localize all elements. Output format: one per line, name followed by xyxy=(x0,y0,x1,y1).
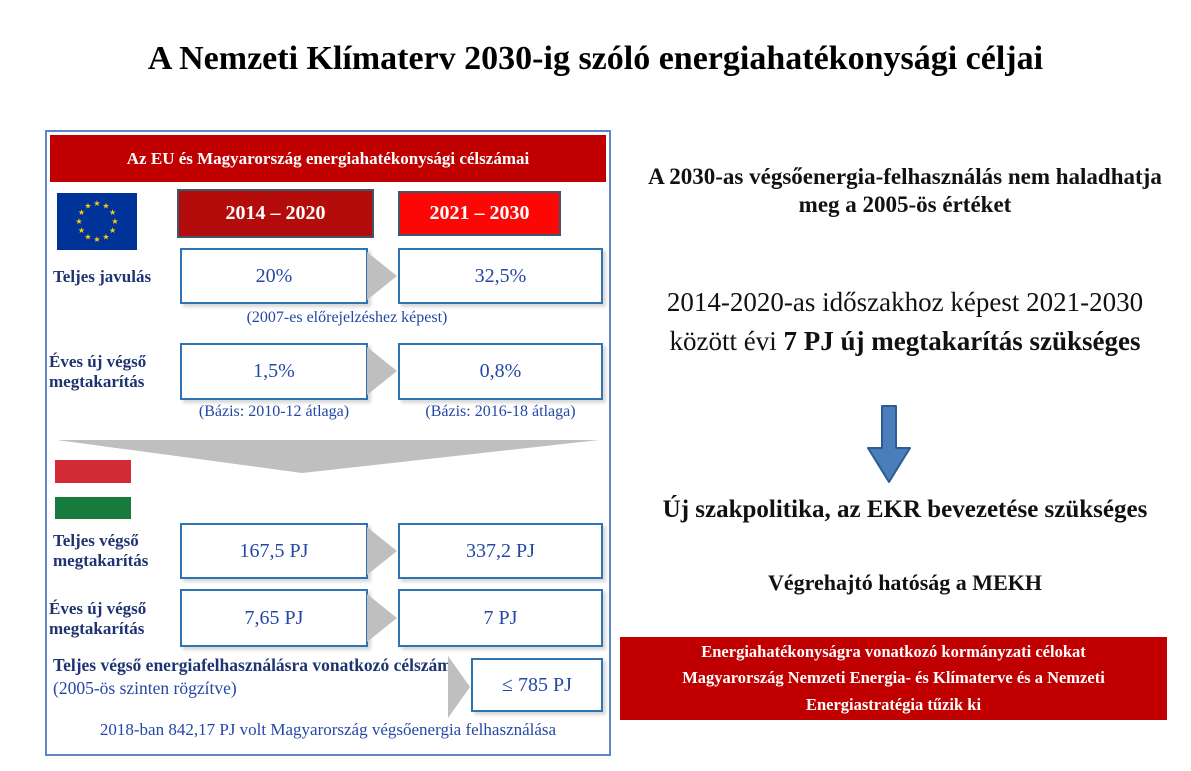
government-targets-redbox: Energiahatékonyságra vonatkozó kormányzati célokat Magyarország Nemzeti Energia- és Klímaterve és a Nemzeti Energiastratégia tűzik ki xyxy=(620,637,1167,720)
page-title: A Nemzeti Klímaterv 2030-ig szóló energiahatékonysági céljai xyxy=(147,40,1044,77)
footnote-2018-consumption: 2018-ban 842,17 PJ volt Magyarország végsőenergia felhasználása xyxy=(99,720,557,739)
statement-7pj-bold: 7 PJ új megtakarítás szükséges xyxy=(783,326,1141,357)
target-value-box: ≤ 785 PJ xyxy=(471,658,603,712)
row-label-teljes-javulas: Teljes javulás xyxy=(53,267,152,287)
caption-bazis-2016-18: (Bázis: 2016-18 átlaga) xyxy=(425,403,576,420)
target-label-bold: Teljes végső energiafelhasználásra vonatkozó célszám xyxy=(53,655,452,675)
svg-text:★: ★ xyxy=(111,217,119,226)
svg-text:★: ★ xyxy=(77,208,85,217)
statement-2030-limit: A 2030-as végsőenergia-felhasználás nem haladhatja meg a 2005-ös értéket xyxy=(648,164,1162,217)
svg-text:★: ★ xyxy=(109,208,117,217)
statement-7pj-normal: 2014-2020-as időszakhoz képest 2021-2030 között évi xyxy=(666,287,1144,357)
eu-flag-icon xyxy=(57,193,137,250)
right-arrow-icon xyxy=(367,252,397,300)
value-box-2021-eves-megtakaritas: 0,8% xyxy=(398,343,603,400)
statement-mekh-authority: Végrehajtó hatóság a MEKH xyxy=(768,570,1042,595)
svg-text:★: ★ xyxy=(102,201,110,211)
caption-2007-forecast: (2007-es előrejelzéshez képest) xyxy=(246,309,448,326)
hungary-flag-green-stripe xyxy=(55,497,131,519)
value-box-2014-eves-pj: 7,65 PJ xyxy=(180,589,368,647)
caption-bazis-2010-12: (Bázis: 2010-12 átlaga) xyxy=(198,403,350,420)
value-box-2021-teljes-javulas: 32,5% xyxy=(398,248,603,304)
value-box-2014-teljes-javulas: 20% xyxy=(180,248,368,304)
row-label-eves-uj-vegso-1: Éves új végső megtakarítás xyxy=(49,351,147,391)
right-arrow-icon xyxy=(367,527,397,575)
value-box-2021-teljes-vegso: 337,2 PJ xyxy=(398,523,603,579)
eu-hungary-targets-panel xyxy=(45,130,611,756)
svg-text:★: ★ xyxy=(93,235,101,244)
right-arrow-icon xyxy=(367,594,397,642)
target-label-note: (2005-ös szinten rögzítve) xyxy=(53,677,237,698)
svg-text:★: ★ xyxy=(84,201,92,211)
svg-text:★: ★ xyxy=(75,217,83,226)
value-box-2014-eves-megtakaritas: 1,5% xyxy=(180,343,368,400)
right-arrow-icon xyxy=(367,347,397,395)
value-box-2014-teljes-vegso: 167,5 PJ xyxy=(180,523,368,579)
down-arrow-icon xyxy=(866,404,912,484)
value-box-2021-eves-pj: 7 PJ xyxy=(398,589,603,647)
target-label xyxy=(53,654,457,700)
down-triangle-icon xyxy=(57,440,599,473)
svg-text:★: ★ xyxy=(102,232,110,242)
column-header-2021-2030: 2021 – 2030 xyxy=(398,191,561,236)
hungary-flag-icon xyxy=(55,460,131,519)
hungary-flag-red-stripe xyxy=(55,460,131,483)
row-label-eves-uj-vegso-2: Éves új végső megtakarítás xyxy=(49,598,147,638)
hungary-flag-white-stripe xyxy=(55,483,131,497)
row-label-teljes-vegso: Teljes végső megtakarítás xyxy=(53,530,149,570)
statement-ekr-policy: Új szakpolitika, az EKR bevezetése szükséges xyxy=(662,496,1148,523)
svg-text:★: ★ xyxy=(77,226,85,235)
panel-header: Az EU és Magyarország energiahatékonysági célszámai xyxy=(50,135,606,182)
svg-text:★: ★ xyxy=(84,232,92,242)
svg-text:★: ★ xyxy=(93,199,101,208)
statement-7pj-savings xyxy=(655,283,1155,361)
right-arrow-icon xyxy=(448,656,470,718)
svg-text:★: ★ xyxy=(109,226,117,235)
column-header-2014-2020: 2014 – 2020 xyxy=(177,189,374,238)
